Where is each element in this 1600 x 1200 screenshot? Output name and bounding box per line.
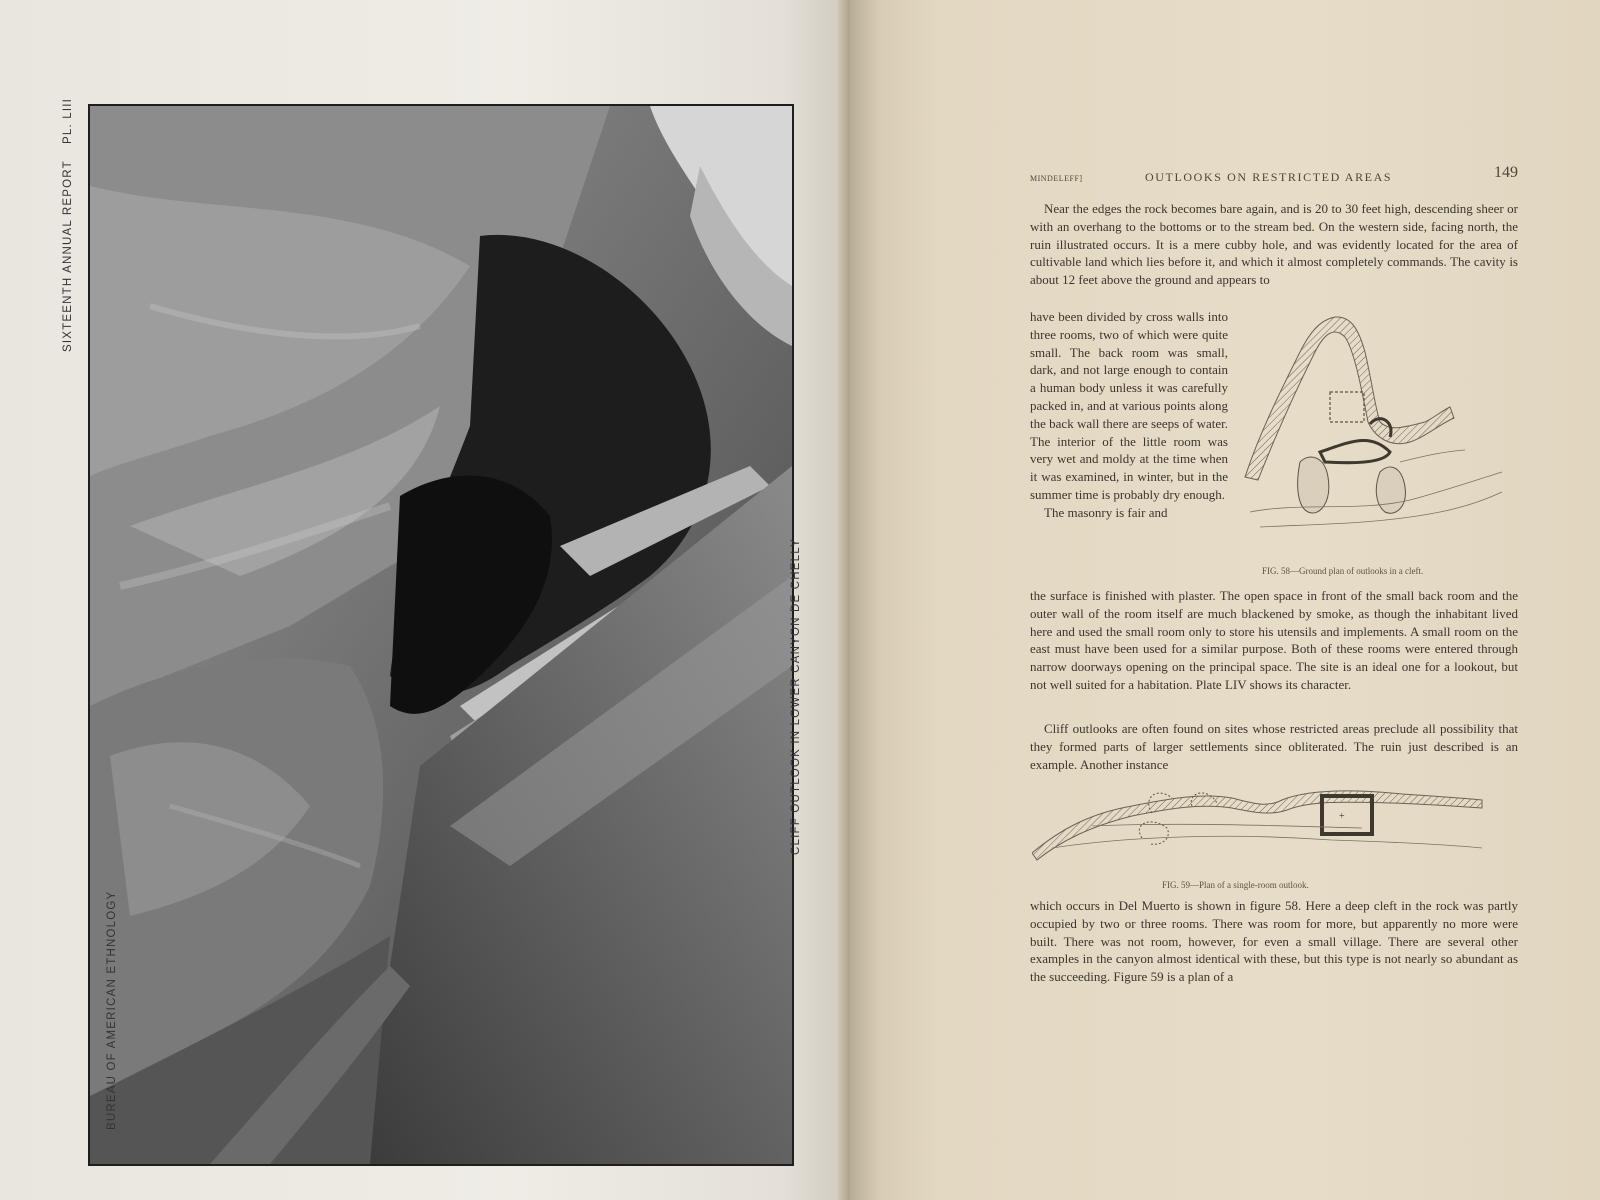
paragraph-1-continued [1030,308,1228,522]
figure-58 [1240,312,1510,567]
svg-text:+: + [1339,811,1345,822]
figure-59-drawing [1032,778,1502,873]
figure-59-caption: FIG. 59—Plan of a single-room outlook. [1162,880,1309,890]
plate-caption: CLIFF OUTLOOK IN LOWER CANYON DE CHELLY [790,538,802,855]
canyon-photo-illustration [90,106,792,1164]
figure-58-drawing [1240,312,1510,562]
plate-photograph [88,104,794,1166]
paragraph-4-text: which occurs in Del Muerto is shown in figure 58. Here a deep cleft in the rock was partly occupied by two or three rooms. There was room for more, but apparently no more were built. There was not room, however, for even a small village. There are several other examples in the canyon almost identical with these, but this type is not nearly so abundant as the succeeding. Figure 59 is a plan of a [1030,898,1518,985]
paragraph-2 [1030,587,1518,694]
bureau-label: BUREAU OF AMERICAN ETHNOLOGY [106,890,118,1130]
series-text: SIXTEENTH ANNUAL REPORT [62,160,74,352]
paragraph-3 [1030,720,1518,773]
page-number: 149 [1494,164,1518,181]
paragraph-3-text: Cliff outlooks are often found on sites whose restricted areas preclude all possibility that they formed parts of larger settlements since obliterated. The ruin just described is an example. Another instance [1030,721,1518,772]
paragraph-1-continued-text: have been divided by cross walls into three rooms, two of which were quite small. The back room was small, dark, and not large enough to contain a human body unless it was carefully packed in, and at various points along the back wall there are seeps of water. The interior of the little room was very wet and moldy at the time when it was examined, in winter, but in the summer time is probably dry enough. [1030,309,1228,502]
figure-59 [1032,778,1502,878]
figure-58-caption: FIG. 58—Ground plan of outlooks in a cleft. [1262,566,1424,576]
paragraph-1 [1030,200,1518,289]
plate-number: PL. LIII [62,97,74,144]
running-author: MINDELEFF] [1030,174,1083,183]
plate-series-label [62,98,74,352]
running-header [1030,164,1518,190]
paragraph-4 [1030,897,1518,986]
running-title: OUTLOOKS ON RESTRICTED AREAS [1145,170,1393,184]
paragraph-2-start: The masonry is fair and [1044,504,1168,520]
paragraph-2-text: the surface is finished with plaster. The open space in front of the small back room and the outer wall of the room itself are much blackened by smoke, as though the inhabitant lived here and used the small room only to store his utensils and implements. A small room on the east must have been used for a similar purpose. Both of these rooms were entered through narrow doorways opening on the principal space. The site is an ideal one for a lookout, but not well suited for a habitation. Plate LIV shows its character. [1030,588,1518,692]
paragraph-1-text: Near the edges the rock becomes bare again, and is 20 to 30 feet high, descending sheer or with an overhang to the bottoms or to the stream bed. On the western side, facing north, the ruin illustrated occurs. It is a mere cubby hole, and was evidently located for the area of cultivable land which lies before it, and which it almost completely commands. The cavity is about 12 feet above the ground and appears to [1030,201,1518,288]
